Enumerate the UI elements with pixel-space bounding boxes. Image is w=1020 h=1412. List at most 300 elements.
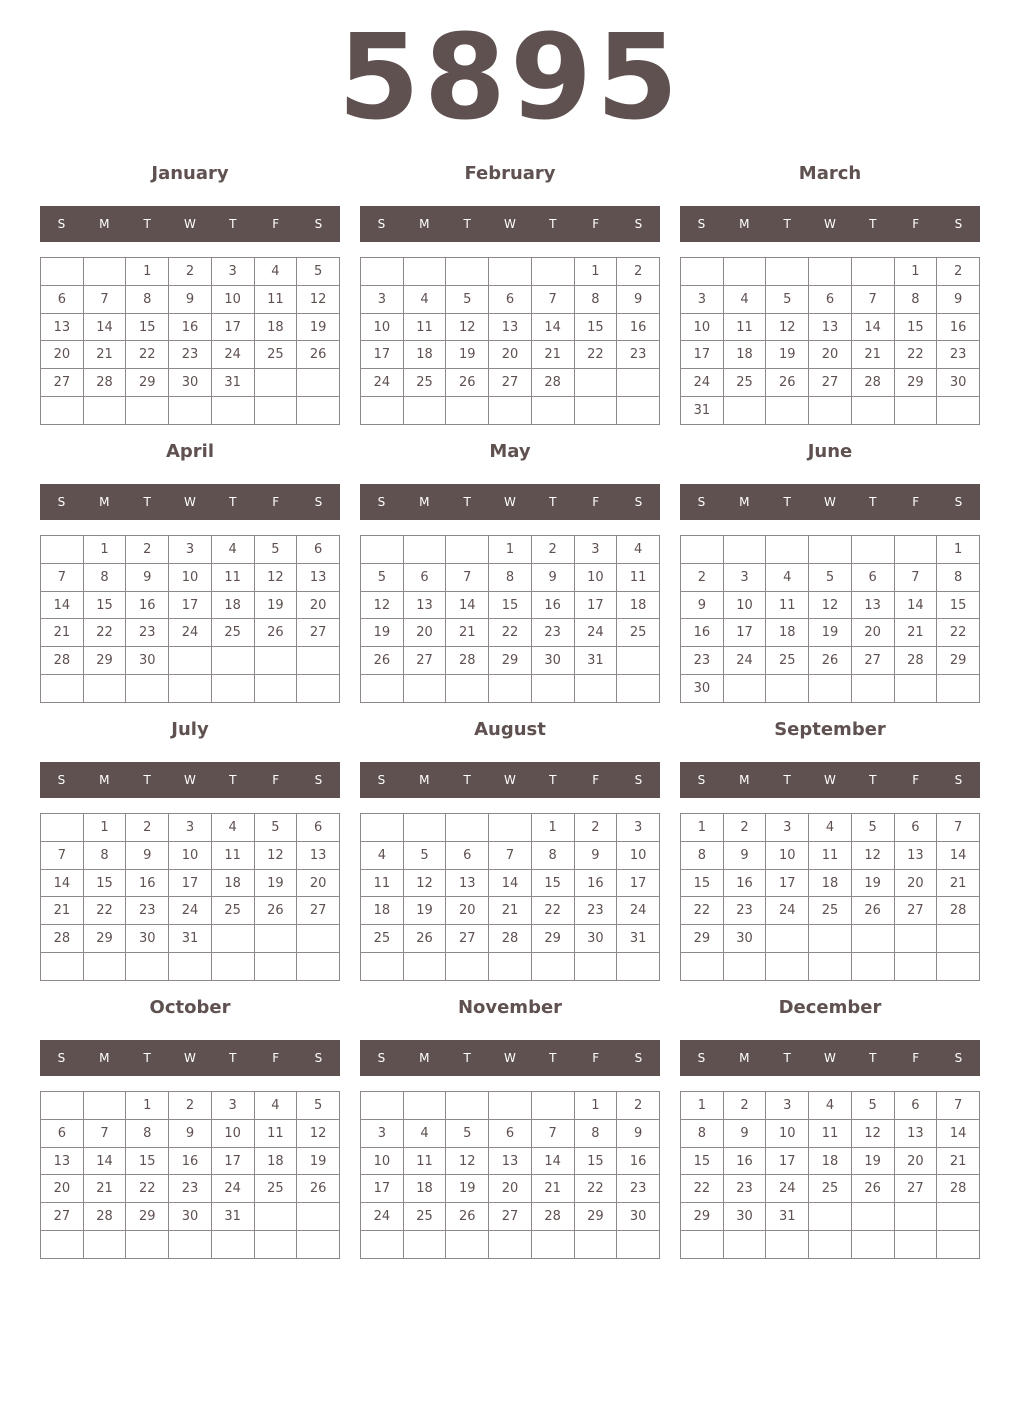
day-cell: 16	[617, 1147, 660, 1175]
day-cell: 18	[403, 341, 446, 369]
day-cell: 5	[851, 814, 894, 842]
day-cell: 7	[83, 1119, 126, 1147]
day-cell: 4	[211, 814, 254, 842]
empty-cell	[766, 953, 809, 981]
day-cell: 14	[894, 591, 937, 619]
day-cell: 12	[403, 869, 446, 897]
day-cell: 26	[809, 647, 852, 675]
empty-cell	[937, 1203, 980, 1231]
day-cell: 17	[169, 591, 212, 619]
day-cell: 2	[681, 563, 724, 591]
day-cell: 15	[894, 313, 937, 341]
empty-cell	[894, 953, 937, 981]
week-row	[41, 1203, 340, 1231]
day-cell: 13	[851, 591, 894, 619]
week-row	[681, 369, 980, 397]
empty-cell	[361, 536, 404, 564]
day-cell: 25	[254, 1175, 297, 1203]
weekday-label: W	[824, 217, 836, 231]
day-cell: 9	[723, 1119, 766, 1147]
day-cell: 13	[297, 841, 340, 869]
weekday-label: T	[869, 495, 877, 509]
day-cell: 24	[723, 647, 766, 675]
day-cell: 4	[723, 285, 766, 313]
day-cell: 25	[403, 369, 446, 397]
day-cell: 28	[41, 925, 84, 953]
weekday-label: T	[783, 773, 791, 787]
day-cell: 29	[126, 1203, 169, 1231]
day-cell: 18	[723, 341, 766, 369]
weekday-header	[680, 484, 980, 520]
day-cell: 2	[723, 1092, 766, 1120]
empty-cell	[41, 814, 84, 842]
day-cell: 10	[211, 1119, 254, 1147]
day-cell: 20	[41, 1175, 84, 1203]
week-row	[361, 536, 660, 564]
day-cell: 16	[723, 869, 766, 897]
week-row	[41, 897, 340, 925]
day-cell: 12	[254, 841, 297, 869]
day-cell: 20	[894, 869, 937, 897]
day-cell: 11	[809, 1119, 852, 1147]
day-cell: 2	[531, 536, 574, 564]
week-row	[361, 897, 660, 925]
day-cell: 12	[446, 1147, 489, 1175]
weekday-label: T	[783, 217, 791, 231]
empty-cell	[617, 675, 660, 703]
day-cell: 23	[169, 341, 212, 369]
weekday-label: S	[314, 495, 323, 509]
week-row	[361, 841, 660, 869]
empty-cell	[937, 953, 980, 981]
day-cell: 8	[574, 285, 617, 313]
empty-cell	[297, 925, 340, 953]
day-cell: 15	[83, 591, 126, 619]
day-grid	[40, 813, 340, 981]
week-row	[361, 1092, 660, 1120]
day-grid	[360, 535, 660, 703]
week-row	[681, 563, 980, 591]
weekday-label: M	[419, 217, 430, 231]
day-cell: 15	[531, 869, 574, 897]
day-cell: 24	[211, 1175, 254, 1203]
day-cell: 15	[681, 869, 724, 897]
empty-cell	[254, 397, 297, 425]
weekday-label: F	[272, 217, 280, 231]
day-cell: 26	[297, 1175, 340, 1203]
empty-cell	[531, 953, 574, 981]
empty-cell	[254, 675, 297, 703]
weekday-label: F	[912, 1051, 920, 1065]
day-cell: 19	[851, 869, 894, 897]
week-row	[361, 675, 660, 703]
week-row	[681, 591, 980, 619]
day-cell: 14	[41, 591, 84, 619]
day-cell: 11	[766, 591, 809, 619]
day-cell: 27	[446, 925, 489, 953]
day-cell: 28	[83, 1203, 126, 1231]
empty-cell	[489, 258, 532, 286]
day-cell: 16	[574, 869, 617, 897]
day-cell: 7	[446, 563, 489, 591]
weekday-label: S	[57, 217, 66, 231]
day-cell: 10	[617, 841, 660, 869]
weekday-label: T	[549, 217, 557, 231]
day-cell: 17	[617, 869, 660, 897]
week-row	[361, 647, 660, 675]
day-cell: 20	[446, 897, 489, 925]
day-cell: 3	[723, 563, 766, 591]
day-cell: 7	[531, 285, 574, 313]
day-cell: 29	[681, 1203, 724, 1231]
day-grid	[40, 257, 340, 425]
year-title: 5895	[337, 8, 683, 146]
day-cell: 1	[937, 536, 980, 564]
empty-cell	[809, 397, 852, 425]
day-grid	[680, 813, 980, 981]
day-cell: 25	[809, 897, 852, 925]
day-cell: 28	[41, 647, 84, 675]
week-row	[41, 397, 340, 425]
day-cell: 9	[169, 285, 212, 313]
week-row	[41, 536, 340, 564]
empty-cell	[851, 1203, 894, 1231]
weekday-label: M	[99, 495, 110, 509]
week-row	[41, 591, 340, 619]
day-cell: 28	[851, 369, 894, 397]
day-cell: 12	[809, 591, 852, 619]
empty-cell	[937, 397, 980, 425]
day-cell: 19	[766, 341, 809, 369]
day-cell: 20	[489, 341, 532, 369]
day-cell: 26	[254, 619, 297, 647]
day-cell: 13	[894, 841, 937, 869]
day-cell: 23	[723, 897, 766, 925]
empty-cell	[723, 397, 766, 425]
empty-cell	[446, 675, 489, 703]
day-cell: 8	[937, 563, 980, 591]
weekday-label: F	[912, 495, 920, 509]
day-cell: 27	[41, 369, 84, 397]
week-row	[361, 313, 660, 341]
day-cell: 13	[446, 869, 489, 897]
day-cell: 19	[254, 591, 297, 619]
day-cell: 26	[446, 369, 489, 397]
week-row	[41, 563, 340, 591]
weekday-header	[360, 484, 660, 520]
weekday-label: S	[377, 1051, 386, 1065]
day-cell: 9	[126, 563, 169, 591]
day-cell: 23	[531, 619, 574, 647]
day-cell: 25	[617, 619, 660, 647]
empty-cell	[361, 258, 404, 286]
day-cell: 31	[211, 369, 254, 397]
day-cell: 16	[531, 591, 574, 619]
day-cell: 22	[574, 341, 617, 369]
empty-cell	[41, 258, 84, 286]
day-cell: 10	[723, 591, 766, 619]
day-cell: 23	[617, 341, 660, 369]
empty-cell	[723, 258, 766, 286]
empty-cell	[574, 1231, 617, 1259]
day-cell: 15	[489, 591, 532, 619]
day-cell: 1	[681, 814, 724, 842]
day-cell: 20	[851, 619, 894, 647]
weekday-label: F	[592, 495, 600, 509]
day-cell: 9	[617, 1119, 660, 1147]
day-cell: 20	[403, 619, 446, 647]
empty-cell	[403, 675, 446, 703]
week-row	[41, 675, 340, 703]
day-cell: 23	[617, 1175, 660, 1203]
weekday-label: W	[184, 773, 196, 787]
day-cell: 2	[169, 258, 212, 286]
day-cell: 12	[851, 1119, 894, 1147]
empty-cell	[83, 397, 126, 425]
day-cell: 13	[41, 1147, 84, 1175]
empty-cell	[83, 675, 126, 703]
day-cell: 24	[361, 369, 404, 397]
weekday-label: W	[824, 773, 836, 787]
day-cell: 11	[403, 1147, 446, 1175]
day-cell: 8	[681, 1119, 724, 1147]
day-cell: 11	[403, 313, 446, 341]
empty-cell	[403, 397, 446, 425]
empty-cell	[851, 397, 894, 425]
day-cell: 9	[169, 1119, 212, 1147]
day-cell: 1	[681, 1092, 724, 1120]
empty-cell	[41, 1092, 84, 1120]
day-cell: 17	[361, 1175, 404, 1203]
month-name: July	[171, 719, 209, 740]
day-cell: 3	[361, 1119, 404, 1147]
empty-cell	[809, 953, 852, 981]
weekday-label: W	[504, 1051, 516, 1065]
empty-cell	[41, 536, 84, 564]
day-cell: 8	[681, 841, 724, 869]
weekday-label: T	[143, 1051, 151, 1065]
empty-cell	[894, 397, 937, 425]
weekday-label: S	[57, 773, 66, 787]
empty-cell	[169, 1231, 212, 1259]
empty-cell	[446, 536, 489, 564]
day-cell: 1	[489, 536, 532, 564]
day-cell: 22	[83, 619, 126, 647]
empty-cell	[809, 675, 852, 703]
weekday-label: W	[184, 1051, 196, 1065]
empty-cell	[41, 397, 84, 425]
empty-cell	[851, 1231, 894, 1259]
empty-cell	[489, 953, 532, 981]
weekday-label: W	[184, 217, 196, 231]
day-cell: 10	[169, 841, 212, 869]
empty-cell	[254, 925, 297, 953]
day-cell: 16	[169, 313, 212, 341]
weekday-label: M	[419, 773, 430, 787]
day-cell: 4	[211, 536, 254, 564]
empty-cell	[489, 397, 532, 425]
day-cell: 18	[211, 591, 254, 619]
day-cell: 20	[809, 341, 852, 369]
empty-cell	[723, 953, 766, 981]
day-cell: 6	[894, 1092, 937, 1120]
day-cell: 6	[894, 814, 937, 842]
day-grid	[360, 257, 660, 425]
day-cell: 5	[809, 563, 852, 591]
day-cell: 28	[489, 925, 532, 953]
empty-cell	[489, 1231, 532, 1259]
empty-cell	[617, 369, 660, 397]
empty-cell	[297, 953, 340, 981]
day-cell: 4	[254, 258, 297, 286]
empty-cell	[446, 814, 489, 842]
weekday-label: M	[99, 773, 110, 787]
empty-cell	[809, 1203, 852, 1231]
week-row	[681, 869, 980, 897]
day-cell: 29	[83, 925, 126, 953]
empty-cell	[766, 1231, 809, 1259]
day-cell: 27	[297, 619, 340, 647]
empty-cell	[894, 1203, 937, 1231]
weekday-label: M	[99, 217, 110, 231]
weekday-label: F	[272, 495, 280, 509]
day-grid	[360, 813, 660, 981]
day-cell: 4	[361, 841, 404, 869]
empty-cell	[126, 675, 169, 703]
day-cell: 14	[41, 869, 84, 897]
day-cell: 16	[126, 591, 169, 619]
empty-cell	[403, 1092, 446, 1120]
weekday-label: T	[869, 217, 877, 231]
empty-cell	[403, 953, 446, 981]
empty-cell	[809, 925, 852, 953]
weekday-label: T	[229, 773, 237, 787]
week-row	[41, 1092, 340, 1120]
day-cell: 18	[766, 619, 809, 647]
weekday-header	[360, 1040, 660, 1076]
month-name: December	[778, 997, 882, 1018]
day-cell: 11	[211, 841, 254, 869]
empty-cell	[723, 675, 766, 703]
week-row	[681, 341, 980, 369]
empty-cell	[254, 369, 297, 397]
day-cell: 12	[254, 563, 297, 591]
week-row	[681, 1119, 980, 1147]
weekday-label: T	[143, 495, 151, 509]
empty-cell	[617, 647, 660, 675]
day-cell: 19	[297, 1147, 340, 1175]
day-cell: 13	[489, 1147, 532, 1175]
day-cell: 1	[531, 814, 574, 842]
day-cell: 24	[361, 1203, 404, 1231]
day-cell: 5	[766, 285, 809, 313]
day-cell: 18	[403, 1175, 446, 1203]
weekday-header	[40, 762, 340, 798]
weekday-label: W	[824, 495, 836, 509]
empty-cell	[723, 536, 766, 564]
day-cell: 30	[681, 675, 724, 703]
day-cell: 14	[937, 841, 980, 869]
day-cell: 24	[617, 897, 660, 925]
day-cell: 22	[489, 619, 532, 647]
day-cell: 13	[894, 1119, 937, 1147]
week-row	[41, 647, 340, 675]
day-grid	[680, 535, 980, 703]
day-cell: 8	[83, 841, 126, 869]
day-cell: 19	[297, 313, 340, 341]
day-cell: 16	[617, 313, 660, 341]
day-cell: 14	[446, 591, 489, 619]
day-cell: 20	[41, 341, 84, 369]
month-name: August	[474, 719, 546, 740]
day-cell: 6	[851, 563, 894, 591]
day-cell: 17	[574, 591, 617, 619]
day-cell: 21	[41, 619, 84, 647]
day-cell: 21	[489, 897, 532, 925]
weekday-label: M	[739, 1051, 750, 1065]
empty-cell	[531, 258, 574, 286]
week-row	[681, 397, 980, 425]
day-cell: 22	[937, 619, 980, 647]
day-cell: 28	[531, 1203, 574, 1231]
empty-cell	[851, 675, 894, 703]
day-cell: 23	[126, 897, 169, 925]
day-cell: 18	[617, 591, 660, 619]
empty-cell	[254, 1231, 297, 1259]
day-cell: 6	[41, 1119, 84, 1147]
empty-cell	[531, 397, 574, 425]
empty-cell	[446, 258, 489, 286]
weekday-label: S	[57, 1051, 66, 1065]
empty-cell	[211, 397, 254, 425]
week-row	[41, 1175, 340, 1203]
day-cell: 4	[809, 1092, 852, 1120]
day-cell: 11	[254, 1119, 297, 1147]
day-cell: 25	[361, 925, 404, 953]
weekday-label: S	[314, 217, 323, 231]
weekday-label: F	[272, 773, 280, 787]
day-cell: 24	[681, 369, 724, 397]
day-cell: 28	[83, 369, 126, 397]
day-cell: 29	[83, 647, 126, 675]
day-cell: 29	[937, 647, 980, 675]
day-cell: 18	[809, 869, 852, 897]
day-cell: 9	[126, 841, 169, 869]
day-cell: 20	[297, 591, 340, 619]
day-cell: 9	[574, 841, 617, 869]
day-cell: 30	[723, 1203, 766, 1231]
day-cell: 17	[723, 619, 766, 647]
day-cell: 21	[851, 341, 894, 369]
day-cell: 21	[894, 619, 937, 647]
day-cell: 1	[126, 258, 169, 286]
day-cell: 3	[681, 285, 724, 313]
weekday-label: S	[954, 495, 963, 509]
week-row	[681, 1231, 980, 1259]
day-cell: 7	[531, 1119, 574, 1147]
empty-cell	[809, 536, 852, 564]
day-cell: 5	[851, 1092, 894, 1120]
empty-cell	[297, 397, 340, 425]
day-cell: 24	[574, 619, 617, 647]
day-cell: 8	[489, 563, 532, 591]
day-cell: 17	[766, 1147, 809, 1175]
day-cell: 10	[766, 1119, 809, 1147]
weekday-header	[360, 762, 660, 798]
empty-cell	[211, 675, 254, 703]
weekday-label: S	[634, 217, 643, 231]
empty-cell	[489, 1092, 532, 1120]
